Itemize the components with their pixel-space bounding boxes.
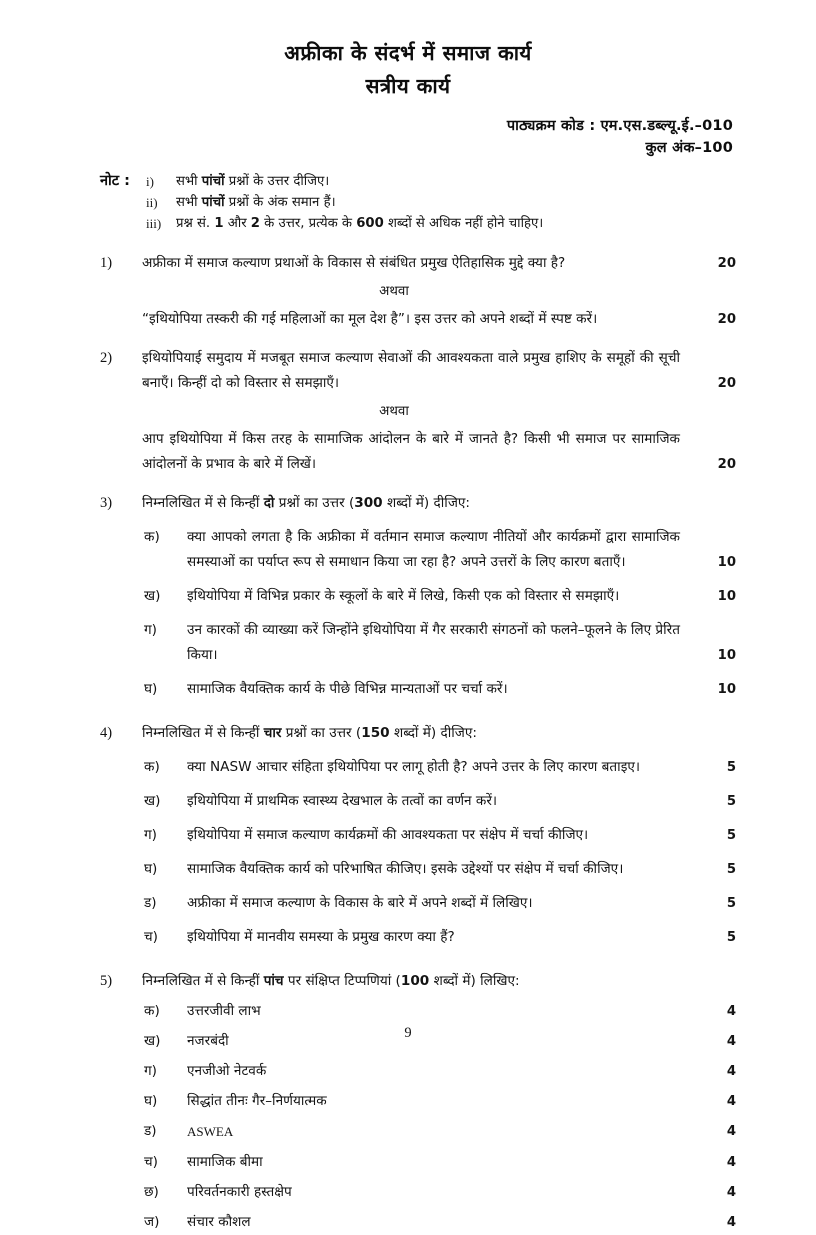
question-text: अफ्रीका में समाज कल्याण प्रथाओं के विकास से संबंधित प्रमुख ऐतिहासिक मुद्दे क्या है? 20 <box>142 251 736 276</box>
marks-value: 10 <box>717 682 736 697</box>
note-text: सभी पांचों प्रश्नों के उत्तर दीजिए। <box>176 174 330 189</box>
note-roman: iii) <box>146 216 162 231</box>
note-item <box>100 213 736 234</box>
title-block <box>0 0 816 101</box>
question-1-alternative <box>100 307 736 332</box>
question-heading-text: निम्नलिखित में से किन्हीं दो प्रश्नों का उत्तर (300 शब्दों में) दीजिए: <box>142 495 471 511</box>
question-3 <box>100 491 736 702</box>
question-5-item-c <box>100 1059 736 1084</box>
question-number: 2) <box>100 350 113 366</box>
sub-label: क) <box>144 529 160 545</box>
sub-item-text: अफ्रीका में समाज कल्याण के विकास के बारे में अपने शब्दों में लिखिए। 5 <box>187 891 736 916</box>
questions-list <box>0 251 816 1235</box>
or-separator: अथवा <box>379 284 409 299</box>
total-marks: कुल अंक–100 <box>645 140 733 156</box>
marks-value: 4 <box>726 1185 736 1200</box>
spacer <box>100 702 736 721</box>
question-4 <box>100 721 736 950</box>
question-2 <box>100 346 736 477</box>
note-roman: ii) <box>146 195 158 210</box>
question-text: इथियोपियाई समुदाय में मजबूत समाज कल्याण सेवाओं की आवश्यकता वाले प्रमुख हाशिए के समूहों की सूची बनाएँ। किन्हीं दो को विस्तार से समझाएँ। 20 <box>142 346 736 396</box>
sub-label: घ) <box>144 1093 158 1109</box>
marks-value: 10 <box>717 589 736 604</box>
marks-value: 5 <box>726 794 736 809</box>
sub-label: घ) <box>144 681 158 697</box>
sub-label: च) <box>144 1154 158 1170</box>
question-5-item-f <box>100 1150 736 1175</box>
sub-label: ख) <box>144 588 161 604</box>
question-3-item-a <box>100 525 736 575</box>
marks-value: 20 <box>717 376 736 391</box>
sub-item-text: इथियोपिया में मानवीय समस्या के प्रमुख कारण क्या हैं? 5 <box>187 925 736 950</box>
page-number: 9 <box>404 1025 412 1041</box>
page-subtitle: सत्रीय कार्य <box>365 74 451 98</box>
marks-value: 20 <box>717 256 736 271</box>
sub-item-text: संचार कौशल 4 <box>187 1210 736 1235</box>
sub-item-text: इथियोपिया में समाज कल्याण कार्यक्रमों की आवश्यकता पर संक्षेप में चर्चा कीजिए। 5 <box>187 823 736 848</box>
or-separator: अथवा <box>379 404 409 419</box>
marks-value: 5 <box>726 760 736 775</box>
question-1 <box>100 251 736 332</box>
sub-label: घ) <box>144 861 158 877</box>
question-alt-text: आप इथियोपिया में किस तरह के सामाजिक आंदोलन के बारे में जानते है? किसी भी समाज पर सामाजिक आंदोलनों के प्रभाव के बारे में लिखें। 20 <box>142 427 736 477</box>
marks-value: 4 <box>726 1064 736 1079</box>
spacer <box>100 950 736 969</box>
note-label: नोट : <box>100 173 130 189</box>
sub-label: ग) <box>144 1063 157 1079</box>
marks-value: 5 <box>726 930 736 945</box>
question-4-item-a <box>100 755 736 780</box>
sub-item-text: क्या आपको लगता है कि अफ्रीका में वर्तमान समाज कल्याण नीतियों और कार्यक्रमों द्वारा सामाजिक समस्याओं का पर्याप्त रूप से समाधान किया जा रहा है? अपने उत्तरों के लिए कारण बताएँ। 10 <box>187 525 736 575</box>
note-item <box>100 192 736 213</box>
note-roman: i) <box>146 174 154 189</box>
marks-value: 20 <box>717 312 736 327</box>
course-code: पाठ्यक्रम कोड : एम.एस.डब्ल्यू.ई.–010 <box>506 118 733 134</box>
note-block <box>0 171 816 234</box>
sub-item-text: नजरबंदी 4 <box>187 1029 736 1054</box>
sub-label: ग) <box>144 622 157 638</box>
question-3-item-b <box>100 584 736 609</box>
sub-item-text: सामाजिक वैयक्तिक कार्य को परिभाषित कीजिए। इसके उद्देश्यों पर संक्षेप में चर्चा कीजिए। 5 <box>187 857 736 882</box>
sub-label: ड) <box>144 895 157 911</box>
question-2-main <box>100 346 736 396</box>
question-number: 5) <box>100 973 113 989</box>
question-5-heading <box>100 969 736 994</box>
question-4-item-f <box>100 925 736 950</box>
note-item <box>100 171 736 192</box>
marks-value: 4 <box>726 1155 736 1170</box>
question-5-item-g <box>100 1180 736 1205</box>
sub-item-text: उत्तरजीवी लाभ 4 <box>187 999 736 1024</box>
sub-item-text: उन कारकों की व्याख्या करें जिन्होंने इथियोपिया में गैर सरकारी संगठनों को फलने–फूलने के लिए प्रेरित किया। 10 <box>187 618 736 668</box>
marks-value: 20 <box>717 457 736 472</box>
note-text: प्रश्न सं. 1 और 2 के उत्तर, प्रत्येक के 600 शब्दों से अधिक नहीं होने चाहिए। <box>176 216 544 231</box>
marks-value: 5 <box>726 862 736 877</box>
question-heading-text: निम्नलिखित में से किन्हीं चार प्रश्नों का उत्तर (150 शब्दों में) दीजिए: <box>142 725 477 741</box>
sub-label: ज) <box>144 1214 160 1230</box>
question-5-item-a <box>100 999 736 1024</box>
sub-label: ड) <box>144 1123 157 1139</box>
marks-value: 5 <box>726 828 736 843</box>
sub-label: ग) <box>144 827 157 843</box>
marks-value: 4 <box>726 1004 736 1019</box>
question-3-item-c <box>100 618 736 668</box>
question-5 <box>100 969 736 1235</box>
question-4-heading <box>100 721 736 746</box>
marks-value: 4 <box>726 1124 736 1139</box>
question-number: 3) <box>100 495 113 511</box>
marks-value: 4 <box>726 1094 736 1109</box>
marks-value: 5 <box>726 896 736 911</box>
sub-item-text: परिवर्तनकारी हस्तक्षेप 4 <box>187 1180 736 1205</box>
question-3-heading <box>100 491 736 516</box>
question-4-item-c <box>100 823 736 848</box>
marks-value: 4 <box>726 1034 736 1049</box>
sub-label: छ) <box>144 1184 159 1200</box>
question-5-item-e <box>100 1119 736 1145</box>
sub-label: च) <box>144 929 158 945</box>
sub-item-text: सामाजिक बीमा 4 <box>187 1150 736 1175</box>
spacer <box>100 477 736 491</box>
question-4-item-d <box>100 857 736 882</box>
sub-label: ख) <box>144 1033 161 1049</box>
sub-item-text: क्या NASW आचार संहिता इथियोपिया पर लागू होती है? अपने उत्तर के लिए कारण बताइए। 5 <box>187 755 736 780</box>
sub-item-text: सामाजिक वैयक्तिक कार्य के पीछे विभिन्न मान्यताओं पर चर्चा करें। 10 <box>187 677 736 702</box>
question-number: 1) <box>100 255 113 271</box>
question-5-item-d <box>100 1089 736 1114</box>
question-number: 4) <box>100 725 113 741</box>
spacer <box>100 332 736 346</box>
sub-label: क) <box>144 1003 160 1019</box>
sub-item-text: ASWEA 4 <box>187 1119 736 1145</box>
sub-item-text: इथियोपिया में विभिन्न प्रकार के स्कूलों के बारे में लिखे, किसी एक को विस्तार से समझाएँ। 10 <box>187 584 736 609</box>
question-1-main <box>100 251 736 276</box>
sub-item-text: एनजीओ नेटवर्क 4 <box>187 1059 736 1084</box>
page-title: अफ्रीका के संदर्भ में समाज कार्य <box>284 41 532 65</box>
question-4-item-b <box>100 789 736 814</box>
question-5-item-h <box>100 1210 736 1235</box>
question-3-item-d <box>100 677 736 702</box>
marks-value: 10 <box>717 555 736 570</box>
sub-label: क) <box>144 759 160 775</box>
sub-item-text: सिद्धांत तीनः गैर–निर्णयात्मक 4 <box>187 1089 736 1114</box>
marks-value: 10 <box>717 648 736 663</box>
note-text: सभी पांचों प्रश्नों के अंक समान हैं। <box>176 195 336 210</box>
question-heading-text: निम्नलिखित में से किन्हीं पांच पर संक्षिप्त टिप्पणियां (100 शब्दों में) लिखिए: <box>142 973 520 989</box>
sub-label: ख) <box>144 793 161 809</box>
marks-value: 4 <box>726 1215 736 1230</box>
question-4-item-e <box>100 891 736 916</box>
question-alt-text: “इथियोपिया तस्करी की गई महिलाओं का मूल देश है”। इस उत्तर को अपने शब्दों में स्पष्ट करें। 20 <box>142 307 736 332</box>
course-meta <box>0 115 816 159</box>
question-2-alternative <box>100 427 736 477</box>
sub-item-text: इथियोपिया में प्राथमिक स्वास्थ्य देखभाल के तत्वों का वर्णन करें। 5 <box>187 789 736 814</box>
